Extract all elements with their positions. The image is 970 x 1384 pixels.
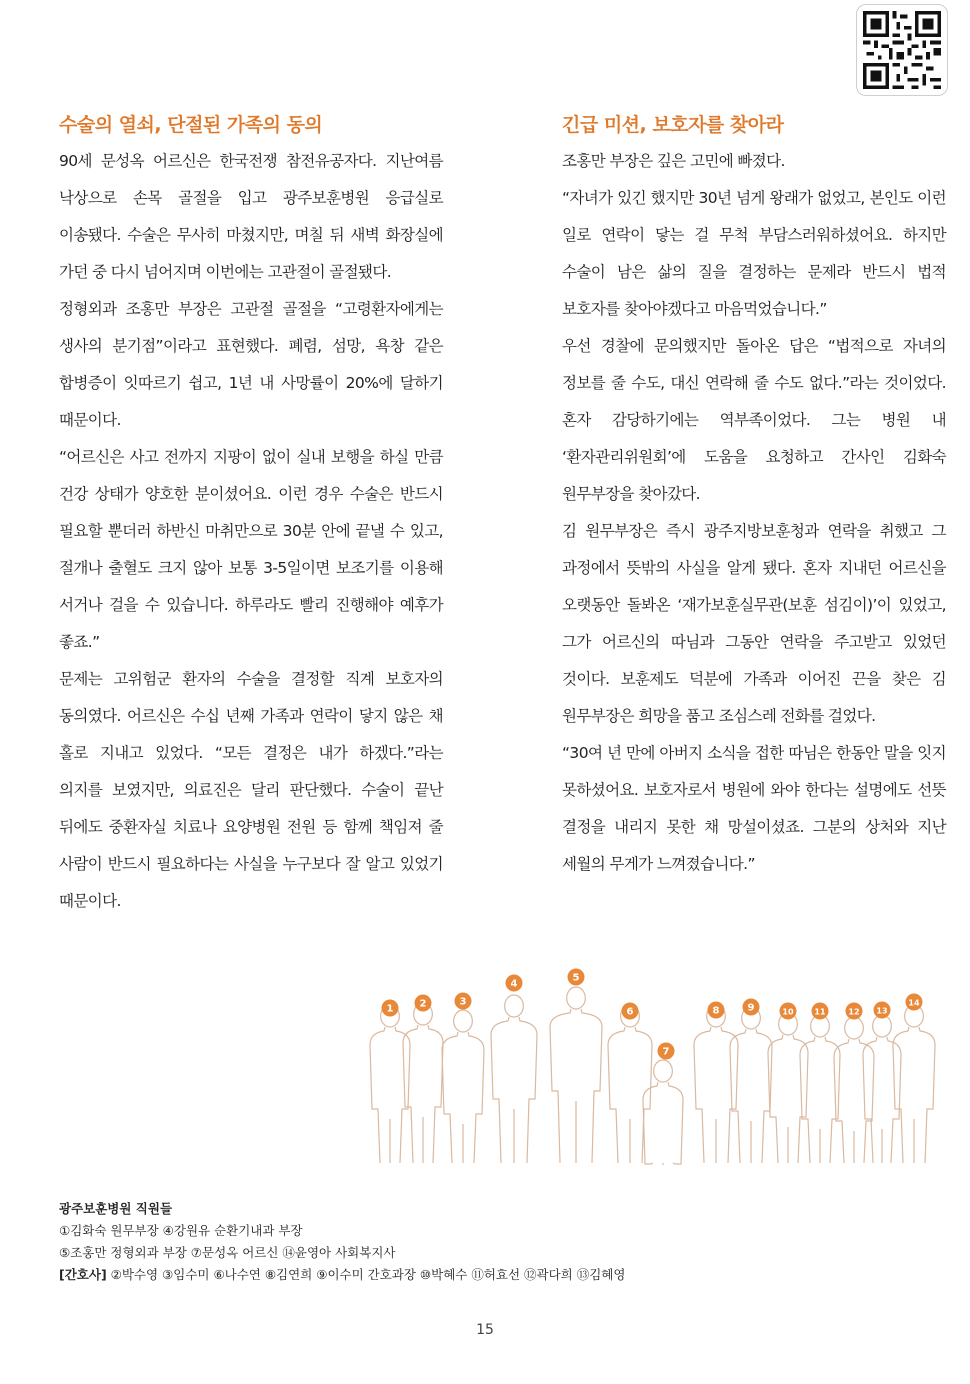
paragraph: “자녀가 있긴 했지만 30년 넘게 왕래가 없었고, 본인도 이런 일로 연락이 닿는 걸 무척 부담스러워하셨어요. 하지만 수술이 남은 삶의 질을 결정하는 문제라 반드시 법적 보호자를 찾아야겠다고 마음먹었습니다.” (562, 189, 946, 318)
page-number: 15 (476, 1322, 494, 1338)
marker-number: 3 (459, 996, 467, 1008)
section-heading-left: 수술의 열쇠, 단절된 가족의 동의 (59, 114, 323, 136)
marker-number: 5 (572, 972, 580, 984)
silhouette-body (643, 1082, 683, 1165)
silhouette-head (454, 1010, 473, 1032)
person-silhouette (643, 1060, 683, 1165)
marker-number: 10 (782, 1007, 794, 1017)
marker-number: 1 (386, 1003, 394, 1015)
caption-line: ⑤조홍만 정형외과 부장 ⑦문성옥 어르신 ⑭윤영아 사회복지사 (59, 1245, 396, 1260)
right-column (562, 110, 946, 883)
marker-number: 8 (712, 1005, 720, 1017)
person-silhouette (608, 1005, 652, 1163)
person-silhouette (893, 1005, 935, 1163)
person-silhouette (550, 987, 602, 1163)
caption-nurse-label: [간호사] (59, 1267, 107, 1282)
paragraph: 문제는 고위험군 환자의 수술을 결정할 직계 보호자의 동의였다. 어르신은 수십 년째 가족과 연락이 닿지 않은 채 홀로 지내고 있었다. “모든 결정은 내가 하겠다.”라는 의지를 보였지만, 의료진은 달리 판단했다. 수술이 끝난 뒤에도 중환자실 치료나 요양병원 전원 등 함께 책임져 줄 사람이 반드시 필요하다는 사실을 누구보다 잘 알고 있었기 때문이다. (59, 670, 443, 910)
caption-nurse-list: ②박수영 ③임수미 ⑥나수연 ⑧김연희 ⑨이수미 간호과장 ⑩박혜수 ⑪허효선 ⑫곽다희 ⑬김혜영 (106, 1267, 626, 1282)
marker-number: 14 (908, 998, 920, 1008)
paragraph: 김 원무부장은 즉시 광주지방보훈청과 연락을 취했고 그 과정에서 뜻밖의 사실을 알게 됐다. 혼자 지내던 어르신을 오랫동안 돌봐온 ‘재가보훈실무관(보훈 섬김이)’이 있었고, 그가 어르신의 따님과 그동안 연락을 주고받고 있었던 것이다. 보훈제도 덕분에 가족과 이어진 끈을 찾은 김 원무부장은 희망을 품고 조심스레 전화를 걸었다. (562, 522, 946, 725)
silhouette-body (370, 1027, 410, 1163)
silhouette-head (505, 995, 524, 1017)
silhouette-head (654, 1060, 673, 1082)
marker-number: 6 (626, 1006, 634, 1018)
paragraph: 정형외과 조홍만 부장은 고관절 골절을 “고령환자에게는 생사의 분기점”이라고 표현했다. 폐렴, 섬망, 욕창 같은 합병증이 잇따르기 쉽고, 1년 내 사망률이 20%에 달하기 때문이다. (59, 300, 443, 429)
marker-number: 4 (510, 978, 518, 990)
qr-code[interactable] (856, 4, 948, 96)
person-silhouette (768, 1013, 808, 1163)
silhouette-body (608, 1027, 652, 1163)
marker-number: 12 (848, 1007, 860, 1017)
qr-code-icon (863, 11, 941, 89)
person-silhouette (800, 1015, 840, 1163)
marker-number: 9 (747, 1002, 755, 1014)
paragraph: 조홍만 부장은 깊은 고민에 빠졌다. (562, 152, 785, 170)
silhouette-body (768, 1035, 808, 1163)
silhouette-body (491, 1017, 537, 1163)
photo-caption (59, 1198, 625, 1286)
silhouette-head (845, 1017, 864, 1039)
marker-number: 2 (419, 998, 427, 1010)
marker-number: 11 (814, 1007, 826, 1017)
silhouette-head (567, 987, 586, 1009)
caption-title: 광주보훈병원 직원들 (59, 1201, 173, 1216)
section-heading-right: 긴급 미션, 보호자를 찾아라 (562, 114, 784, 136)
person-silhouette (834, 1017, 874, 1163)
staff-silhouette-illustration (368, 965, 958, 1165)
paragraph: 우선 경찰에 문의했지만 돌아온 답은 “법적으로 자녀의 정보를 줄 수도, 대신 연락해 줄 수도 없다.”라는 것이었다. 혼자 감당하기에는 역부족이었다. 그는 병원 내 ‘환자관리위원회’에 도움을 요청하고 간사인 김화숙 원무부장을 찾아갔다. (562, 337, 946, 503)
paragraph: “30여 년 만에 아버지 소식을 접한 따님은 한동안 말을 잇지 못하셨어요. 보호자로서 병원에 와야 한다는 설명에도 선뜻 결정을 내리지 못한 채 망설이셨죠. 그분의 상처와 지난 세월의 무게가 느껴졌습니다.” (562, 744, 946, 873)
person-silhouette (442, 1010, 484, 1163)
silhouette-body (442, 1032, 484, 1163)
left-column (59, 110, 443, 920)
paragraph: “어르신은 사고 전까지 지팡이 없이 실내 보행을 하실 만큼 건강 상태가 양호한 분이셨어요. 이런 경우 수술은 반드시 필요할 뿐더러 하반신 마취만으로 30분 안에 끝낼 수 있고, 절개나 출혈도 크지 않아 보통 3-5일이면 보조기를 이용해 서거나 걸을 수 있습니다. 하루라도 빨리 진행해야 예후가 좋죠.” (59, 448, 443, 651)
caption-line (59, 1264, 625, 1286)
person-silhouette (491, 995, 537, 1163)
silhouette-body (550, 1009, 602, 1163)
caption-line: ①김화숙 원무부장 ④강원유 순환기내과 부장 (59, 1223, 303, 1238)
marker-number: 13 (876, 1006, 888, 1016)
paragraph: 90세 문성옥 어르신은 한국전쟁 참전유공자다. 지난여름 낙상으로 손목 골절을 입고 광주보훈병원 응급실로 이송됐다. 수술은 무사히 마쳤지만, 며칠 뒤 새벽 화장실에 가던 중 다시 넘어지며 이번에는 고관절이 골절됐다. (59, 152, 443, 281)
marker-number: 7 (662, 1046, 670, 1058)
